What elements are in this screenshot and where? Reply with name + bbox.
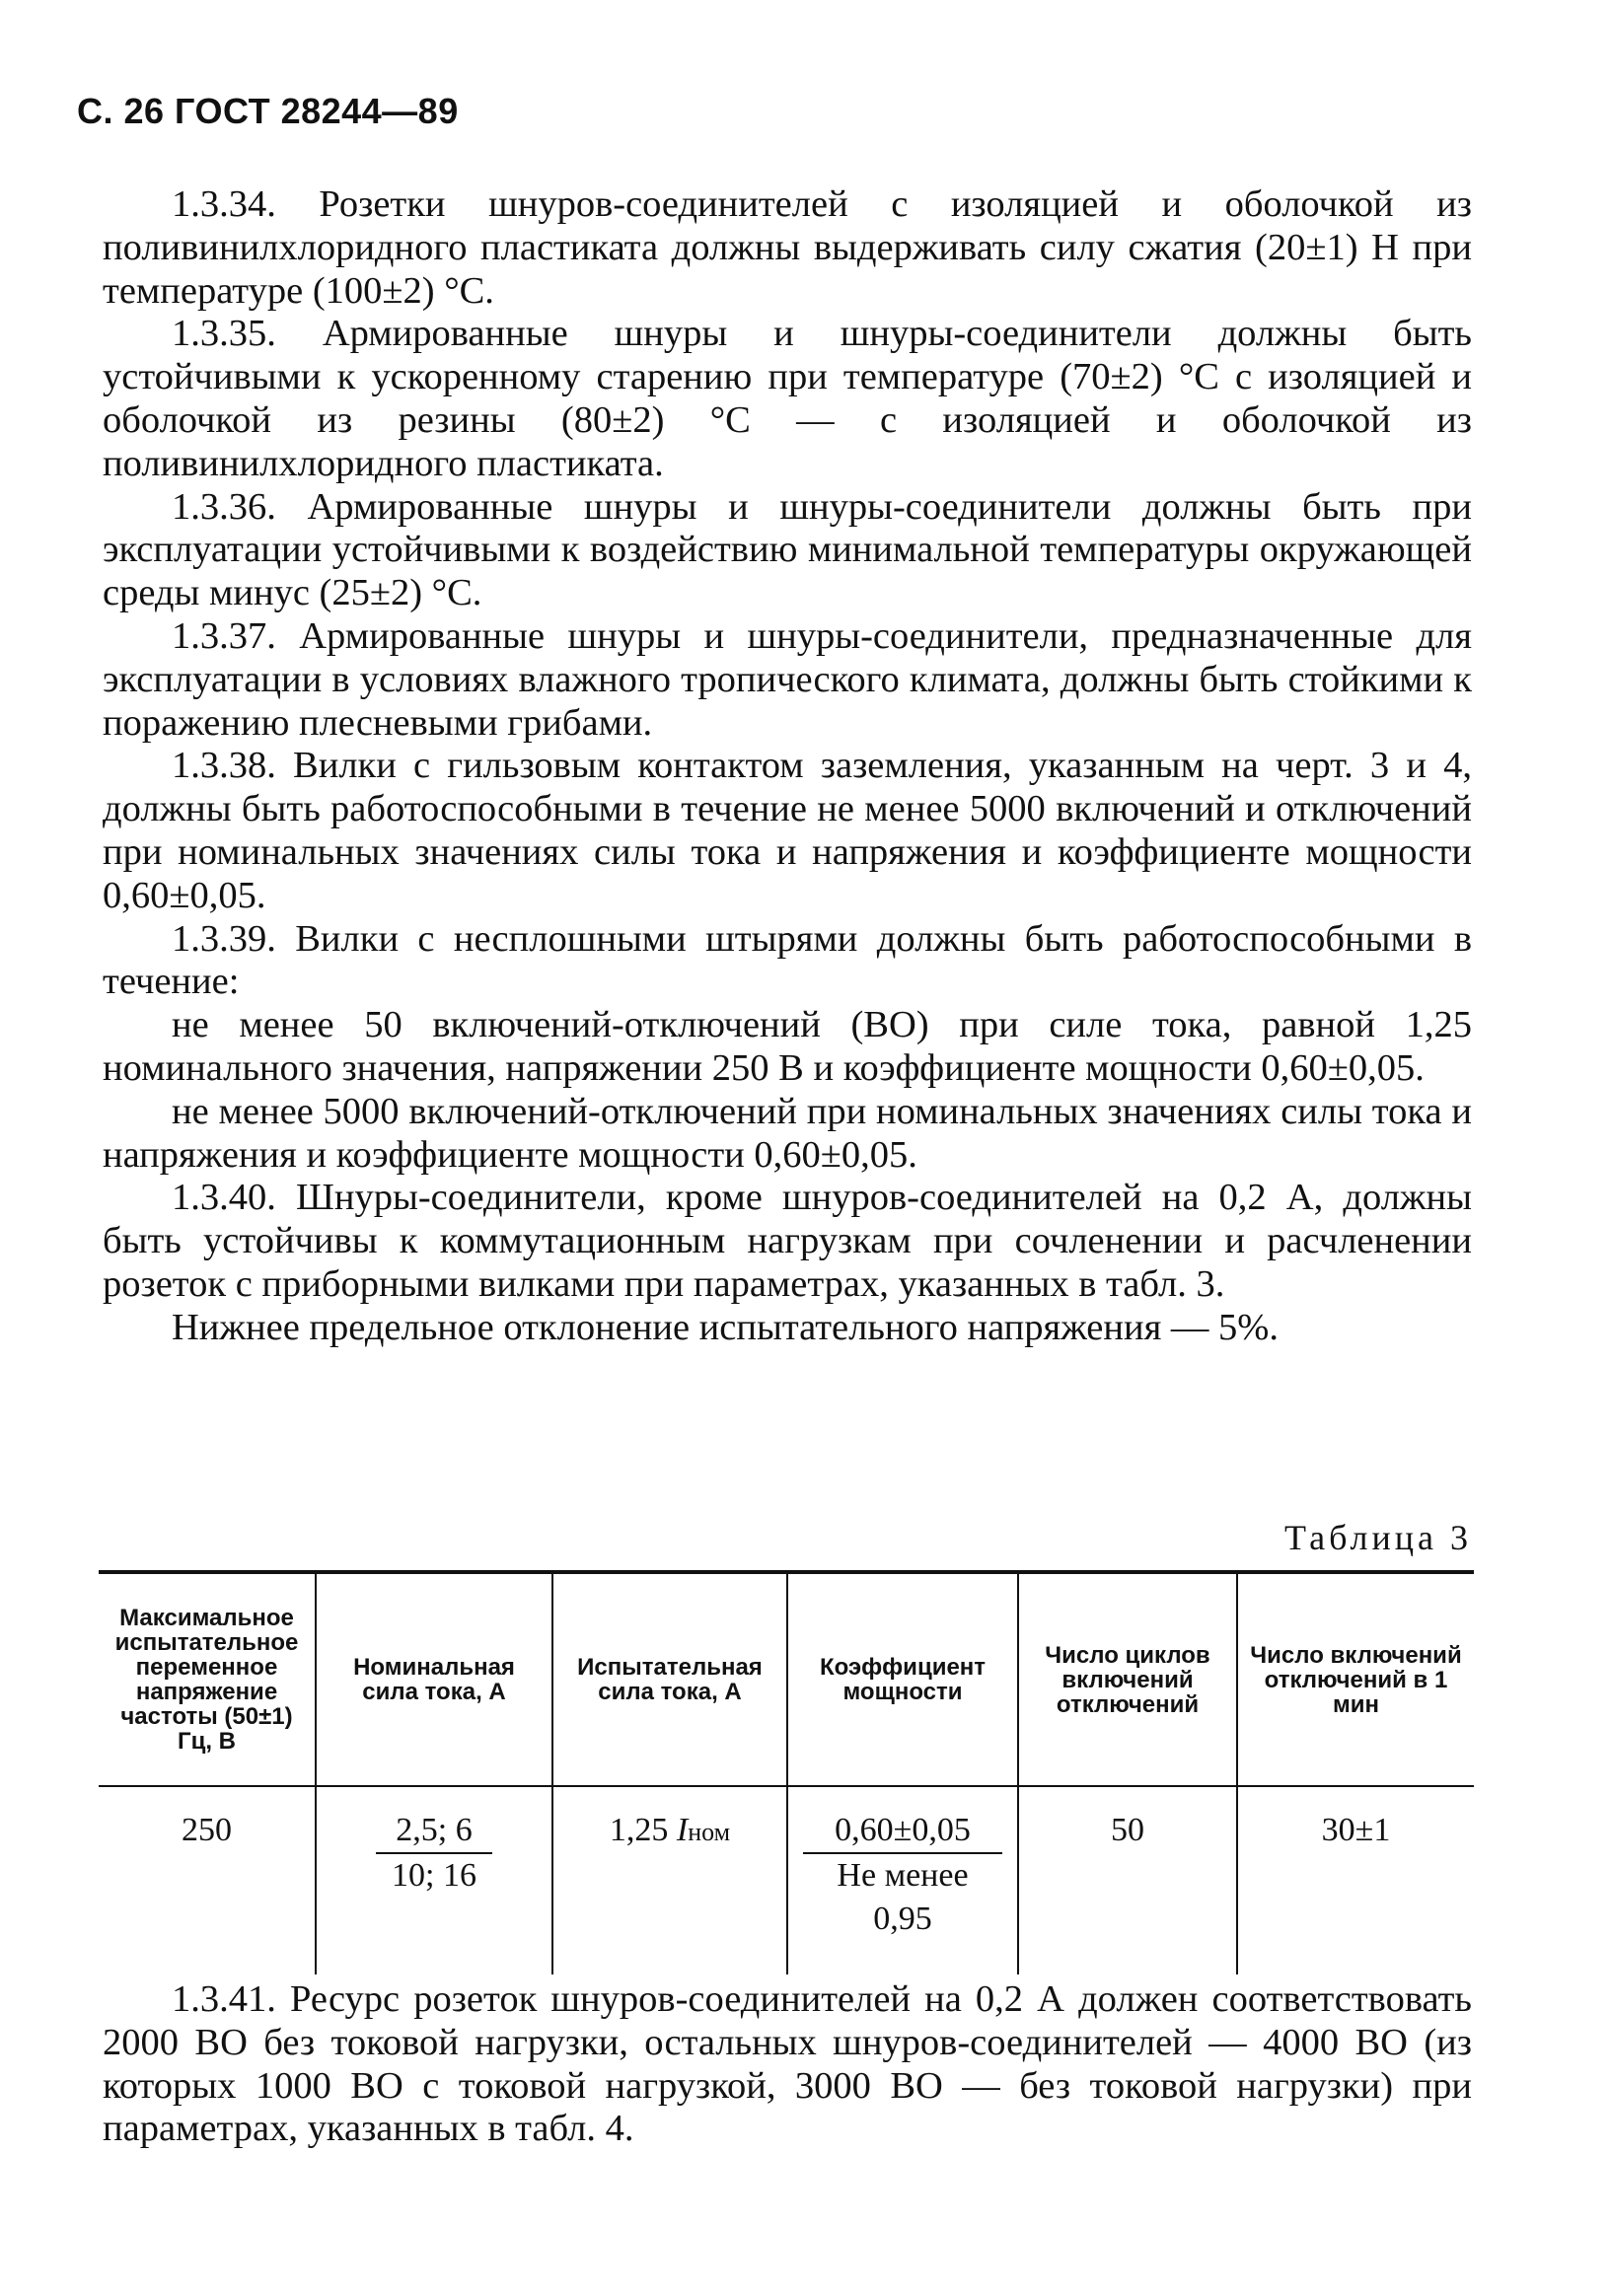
header-power-factor: Коэффициент мощности xyxy=(787,1572,1018,1786)
page-header: С. 26 ГОСТ 28244—89 xyxy=(77,91,459,131)
cell-power-factor xyxy=(787,1786,1018,1974)
table-header-row xyxy=(99,1572,1474,1786)
power-factor-bottom: Не менее 0,95 xyxy=(837,1857,969,1937)
paragraph-1-3-39: 1.3.39. Вилки с несплошными штырями должны быть работоспособными в течение: xyxy=(103,917,1472,1003)
cell-per-minute: 30±1 xyxy=(1237,1786,1474,1974)
cell-rated-current xyxy=(316,1786,552,1974)
test-current-value: 1,25 xyxy=(609,1812,669,1848)
body-text xyxy=(103,183,1472,1350)
paragraph-1-3-39-item-2: не менее 5000 включений-отключений при номинальных значениях силы тока и напряжения и коэффициенте мощности 0,60±0,05. xyxy=(103,1090,1472,1176)
after-table-text xyxy=(103,1978,1472,2151)
rated-current-fraction xyxy=(376,1809,492,1898)
test-current-subscript: ном xyxy=(688,1818,731,1846)
paragraph-1-3-35: 1.3.35. Армированные шнуры и шнуры-соединители должны быть устойчивыми к ускоренному старению при температуре (70±2) °С с изоляцией и оболочкой из резины (80±2) °С — с изоляцией и оболочкой из поливинилхлоридного пластиката. xyxy=(103,313,1472,484)
header-test-current: Испытательная сила тока, А xyxy=(552,1572,787,1786)
paragraph-1-3-37: 1.3.37. Армированные шнуры и шнуры-соединители, предназначенные для эксплуатации в условиях влажного тропического климата, должны быть стойкими к поражению плесневыми грибами. xyxy=(103,614,1472,744)
table-row xyxy=(99,1786,1474,1974)
rated-current-bottom: 10; 16 xyxy=(392,1857,476,1894)
paragraph-1-3-34: 1.3.34. Розетки шнуров-соединителей с изоляцией и оболочкой из поливинилхлоридного пластиката должны выдерживать силу сжатия (20±1) Н при температуре (100±2) °С. xyxy=(103,183,1472,312)
header-per-minute: Число включений отключений в 1 мин xyxy=(1237,1572,1474,1786)
power-factor-fraction xyxy=(803,1809,1002,1941)
paragraph-1-3-36: 1.3.36. Армированные шнуры и шнуры-соединители должны быть при эксплуатации устойчивыми к воздействию минимальной температуры окружающей среды минус (25±2) °С. xyxy=(103,485,1472,614)
table-label: Таблица 3 xyxy=(1284,1518,1472,1557)
table-3 xyxy=(99,1570,1474,1974)
paragraph-1-3-39-item-1: не менее 50 включений-отключений (ВО) при силе тока, равной 1,25 номинального значения, напряжении 250 В и коэффициенте мощности 0,60±0,05. xyxy=(103,1004,1472,1089)
cell-voltage: 250 xyxy=(182,1812,232,1848)
header-voltage: Максимальное испытательное переменное напряжение частоты (50±1) Гц, В xyxy=(99,1572,316,1786)
test-current-symbol: I xyxy=(676,1812,689,1848)
paragraph-1-3-38: 1.3.38. Вилки с гильзовым контактом заземления, указанным на черт. 3 и 4, должны быть работоспособными в течение не менее 5000 включений и отключений при номинальных значениях силы тока и напряжения и коэффициенте мощности 0,60±0,05. xyxy=(103,745,1472,916)
cell-cycles: 50 xyxy=(1018,1786,1237,1974)
cell-test-current xyxy=(552,1786,787,1974)
header-cycles: Число циклов включений отключений xyxy=(1018,1572,1237,1786)
paragraph-voltage-deviation: Нижнее предельное отклонение испытательного напряжения — 5%. xyxy=(172,1306,1280,1348)
paragraph-1-3-41: 1.3.41. Ресурс розеток шнуров-соединителей на 0,2 А должен соответствовать 2000 ВО без токовой нагрузки, остальных шнуров-соединителей — 4000 ВО (из которых 1000 ВО с токовой нагрузкой, 3000 ВО — без токовой нагрузки) при параметрах, указанных в табл. 4. xyxy=(103,1978,1472,2150)
rated-current-top: 2,5; 6 xyxy=(376,1809,492,1854)
power-factor-top: 0,60±0,05 xyxy=(803,1809,1002,1854)
header-rated-current: Номинальная сила тока, А xyxy=(316,1572,552,1786)
paragraph-1-3-40: 1.3.40. Шнуры-соединители, кроме шнуров-соединителей на 0,2 А, должны быть устойчивы к коммутационным нагрузкам при сочленении и расчленении розеток с приборными вилками при параметрах, указанных в табл. 3. xyxy=(103,1177,1472,1305)
